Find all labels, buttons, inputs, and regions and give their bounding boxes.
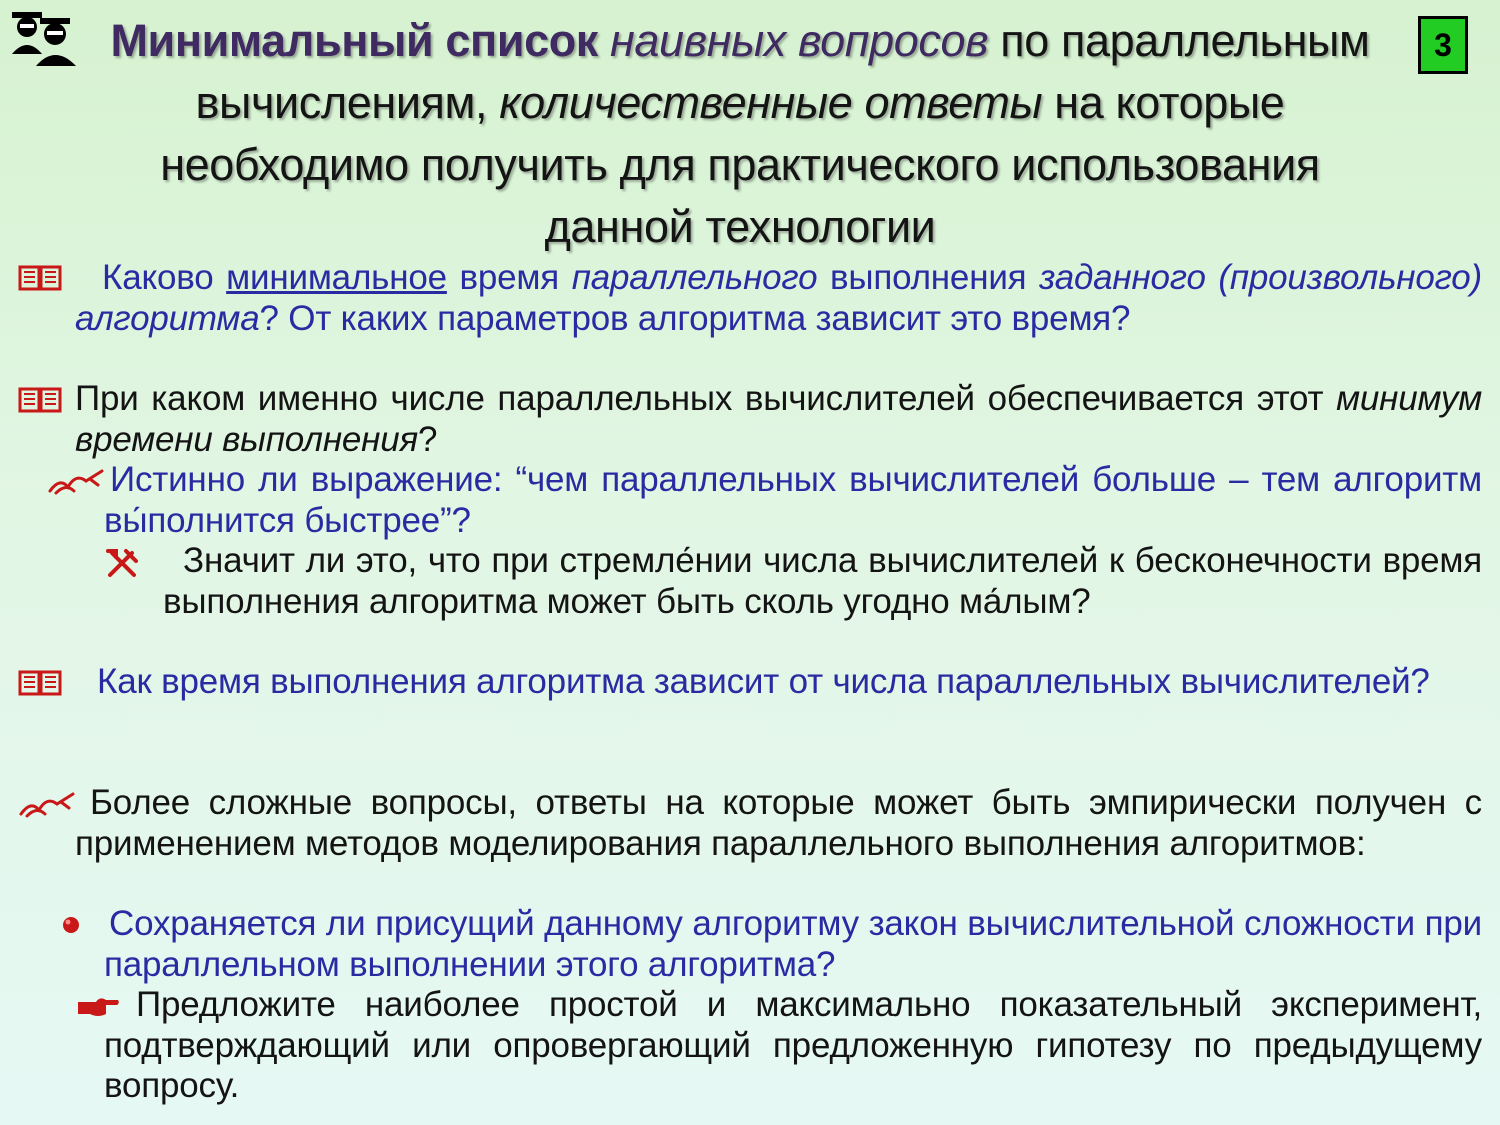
open-book-icon: [17, 262, 63, 297]
question-1: Каково минимальное время параллельного выполнения заданного (произвольного) алгоритма? От каких параметров алгоритма зависит это время?: [75, 258, 1483, 338]
question-3: Как время выполнения алгоритма зависит от числа параллельных вычислителей?: [97, 662, 1430, 701]
writing-hand-icon: [46, 467, 104, 500]
hammer-wrench-icon: [104, 547, 142, 584]
red-dot-bullet-icon: [60, 914, 82, 941]
open-book-icon: [17, 667, 63, 702]
page-title: Минимальный список наивных вопросов по параллельным вычислениям, количественные ответы на которые необходимо получить для практического использования данной технологии: [110, 15, 1370, 252]
question-2: При каком именно числе параллельных вычислителей обеспечивается этот минимум времени выполнения?: [75, 379, 1482, 459]
question-4a: Сохраняется ли присущий данному алгоритму закон вычислительной сложности при параллельном выполнении этого алгоритма?: [104, 904, 1482, 984]
question-4b: Предложите наиболее простой и максимально показательный эксперимент, подтверждающий или опровергающий предложенную гипотезу по предыдущему вопросу.: [104, 985, 1482, 1105]
question-2b: Значит ли это, что при стремле́нии числа вычислителей к бесконечности время выполнения алгоритма может быть сколь угодно ма́лым?: [163, 541, 1482, 621]
writing-hand-icon: [17, 790, 75, 823]
question-2a: Истинно ли выражение: “чем параллельных вычислителей больше – тем алгоритм вы́полнится быстрее”?: [104, 460, 1482, 540]
slide-number-badge: 3: [1418, 16, 1468, 74]
two-graduates-icon: [10, 10, 84, 66]
open-book-icon: [17, 384, 63, 419]
question-4: Более сложные вопросы, ответы на которые может быть эмпирически получен с применением методов моделирования параллельного выполнения алгоритмов:: [75, 783, 1482, 863]
